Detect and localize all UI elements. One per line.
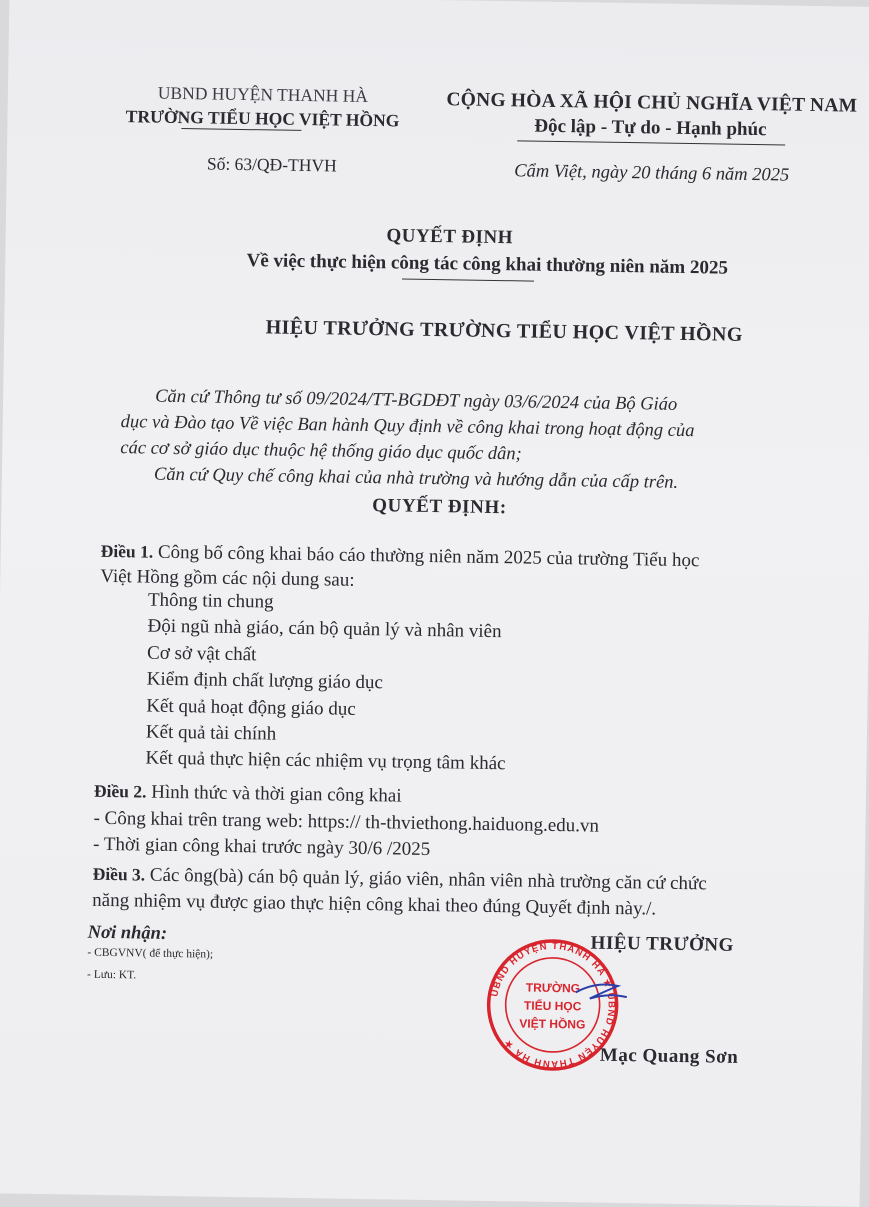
article-2 <box>94 778 402 810</box>
article-text: Hình thức và thời gian công khai <box>146 781 402 807</box>
svg-text:TRƯỜNG: TRƯỜNG <box>525 980 581 996</box>
list-item: Đội ngũ nhà giáo, cán bộ quản lý và nhân viên <box>147 615 502 643</box>
signer-title: HIỆU TRƯỞNG <box>590 932 735 956</box>
list-item: Kết quả hoạt động giáo dục <box>146 695 356 720</box>
national-motto: Độc lập - Tự do - Hạnh phúc <box>534 115 767 141</box>
preamble-line: Căn cứ Quy chế công khai của nhà trường và hướng dẫn của cấp trên. <box>153 464 679 493</box>
national-title: CỘNG HÒA XÃ HỘI CHỦ NGHĨA VIỆT NAM <box>446 89 858 117</box>
list-item: Thông tin chung <box>147 589 274 613</box>
document-number: Số: 63/QĐ-THVH <box>206 153 337 176</box>
article-text: Công bố công khai báo cáo thường niên năm 2025 của trường Tiểu học <box>153 541 700 572</box>
agency-name: UBND HUYỆN THANH HÀ <box>157 82 369 106</box>
issuing-authority: HIỆU TRƯỞNG TRƯỜNG TIỂU HỌC VIỆT HỒNG <box>265 316 743 346</box>
list-item: Kiểm định chất lượng giáo dục <box>146 668 384 694</box>
recipient-item: - CBGVNV( để thực hiện); <box>87 946 214 961</box>
svg-text:TIỂU HỌC: TIỂU HỌC <box>523 998 582 1014</box>
recipients-title: Nơi nhận: <box>87 922 168 944</box>
preamble-line: dục và Đào tạo Về việc Ban hành Quy định về công khai trong hoạt động của <box>120 412 695 442</box>
list-item: Cơ sở vật chất <box>146 642 257 666</box>
signature-icon <box>576 984 627 999</box>
svg-text:VIỆT HỒNG: VIỆT HỒNG <box>519 1016 586 1032</box>
svg-text:UBND HUYỆN THANH HÀ ★ UBND HUY: UBND HUYỆN THANH HÀ ★ UBND HUYỆN THANH HÀ ★ <box>489 940 617 1070</box>
list-item: Kết quả thực hiện các nhiệm vụ trọng tâm khác <box>145 747 506 775</box>
article-text: Các ông(bà) cán bộ quản lý, giáo viên, nhân viên nhà trường căn cứ chức <box>144 864 707 895</box>
document-title: QUYẾT ĐỊNH <box>386 225 514 249</box>
divider <box>402 279 534 282</box>
list-item: Kết quả tài chính <box>145 721 277 745</box>
divider <box>517 140 785 145</box>
article-label: Điều 1. <box>100 540 154 562</box>
preamble-line: các cơ sở giáo dục thuộc hệ thống giáo dục quốc dân; <box>120 438 522 465</box>
date-line: Cẩm Việt, ngày 20 tháng 6 năm 2025 <box>514 161 790 186</box>
document-subject: Về việc thực hiện công tác công khai thường niên năm 2025 <box>246 250 729 279</box>
preamble-line: Căn cứ Thông tư số 09/2024/TT-BGDĐT ngày 03/6/2024 của Bộ Giáo <box>155 386 678 415</box>
website-line: - Công khai trên trang web: https:// th-thviethong.haiduong.edu.vn <box>93 807 600 837</box>
article-label: Điều 2. <box>93 780 147 802</box>
preamble-paragraph <box>120 383 695 470</box>
recipient-item: - Lưu: KT. <box>86 968 137 982</box>
school-name: TRƯỜNG TIỂU HỌC VIỆT HỒNG <box>125 106 400 131</box>
article-3-continued: năng nhiệm vụ được giao thực hiện công khai theo đúng Quyết định này./. <box>92 889 657 920</box>
decision-heading: QUYẾT ĐỊNH: <box>372 495 507 519</box>
article-1-continued: Việt Hồng gồm các nội dung sau: <box>100 565 355 591</box>
disclosure-list <box>145 588 508 778</box>
article-label: Điều 3. <box>92 863 146 885</box>
deadline-line: - Thời gian công khai trước ngày 30/6 /2025 <box>92 833 431 861</box>
signer-name: Mạc Quang Sơn <box>599 1044 739 1068</box>
